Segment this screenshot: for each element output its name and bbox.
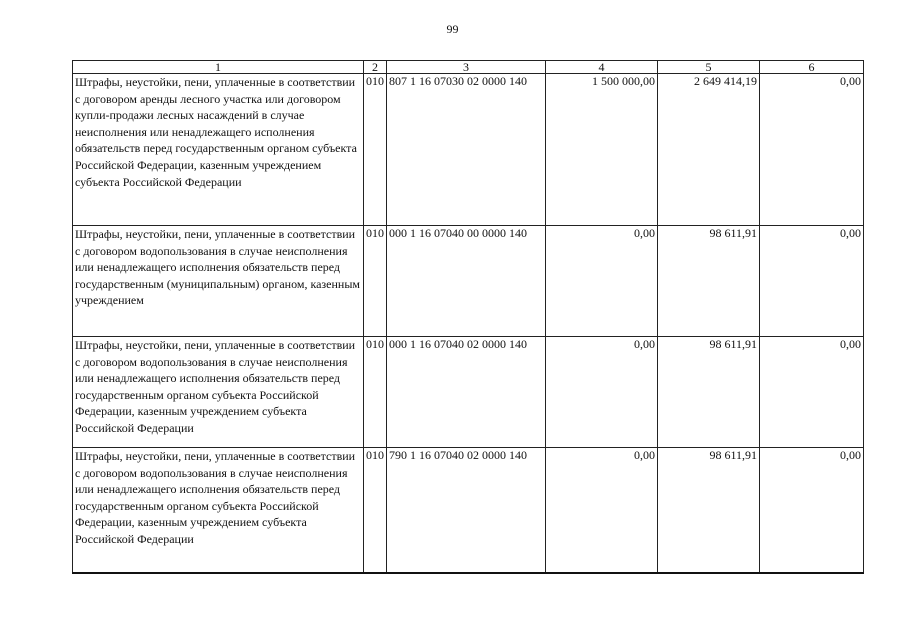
row-value-col-6: 0,00	[760, 226, 864, 337]
row-description: Штрафы, неустойки, пени, уплаченные в соответствии с договором аренды лесного участка или договором купли-продажи лесных насаждений в случае неисполнения или ненадлежащего исполнения обязательств перед государственным органом субъекта Российской Федерации, казенным учреждением субъекта Российской Федерации	[73, 74, 364, 226]
table-row	[73, 448, 864, 574]
row-budget-code: 790 1 16 07040 02 0000 140	[387, 448, 546, 574]
row-value-col-6: 0,00	[760, 74, 864, 226]
row-line-code: 010	[364, 448, 387, 574]
row-value-col-5: 98 611,91	[658, 337, 760, 448]
table-header-row	[73, 61, 864, 74]
table-row	[73, 337, 864, 448]
row-budget-code: 807 1 16 07030 02 0000 140	[387, 74, 546, 226]
row-value-col-5: 98 611,91	[658, 226, 760, 337]
row-value-col-4: 0,00	[546, 226, 658, 337]
table-row	[73, 226, 864, 337]
header-col-4: 4	[546, 61, 658, 74]
income-table	[72, 60, 864, 574]
header-col-3: 3	[387, 61, 546, 74]
table-row	[73, 74, 864, 226]
page-number: 99	[446, 22, 459, 36]
row-description: Штрафы, неустойки, пени, уплаченные в соответствии с договором водопользования в случае неисполнения или ненадлежащего исполнения обязательств перед государственным (муниципальным) органом, казенным учреждением	[73, 226, 364, 337]
row-line-code: 010	[364, 337, 387, 448]
row-description: Штрафы, неустойки, пени, уплаченные в соответствии с договором водопользования в случае неисполнения или ненадлежащего исполнения обязательств перед государственным органом субъекта Российской Федерации, казенным учреждением субъекта Российской Федерации	[73, 448, 364, 574]
row-budget-code: 000 1 16 07040 00 0000 140	[387, 226, 546, 337]
header-col-5: 5	[658, 61, 760, 74]
header-col-2: 2	[364, 61, 387, 74]
row-value-col-4: 0,00	[546, 337, 658, 448]
row-description: Штрафы, неустойки, пени, уплаченные в соответствии с договором водопользования в случае неисполнения или ненадлежащего исполнения обязательств перед государственным органом субъекта Российской Федерации, казенным учреждением субъекта Российской Федерации	[73, 337, 364, 448]
row-line-code: 010	[364, 74, 387, 226]
header-col-1: 1	[73, 61, 364, 74]
row-value-col-5: 98 611,91	[658, 448, 760, 574]
row-line-code: 010	[364, 226, 387, 337]
row-value-col-5: 2 649 414,19	[658, 74, 760, 226]
row-budget-code: 000 1 16 07040 02 0000 140	[387, 337, 546, 448]
row-value-col-6: 0,00	[760, 337, 864, 448]
header-col-6: 6	[760, 61, 864, 74]
row-value-col-4: 1 500 000,00	[546, 74, 658, 226]
row-value-col-4: 0,00	[546, 448, 658, 574]
row-value-col-6: 0,00	[760, 448, 864, 574]
